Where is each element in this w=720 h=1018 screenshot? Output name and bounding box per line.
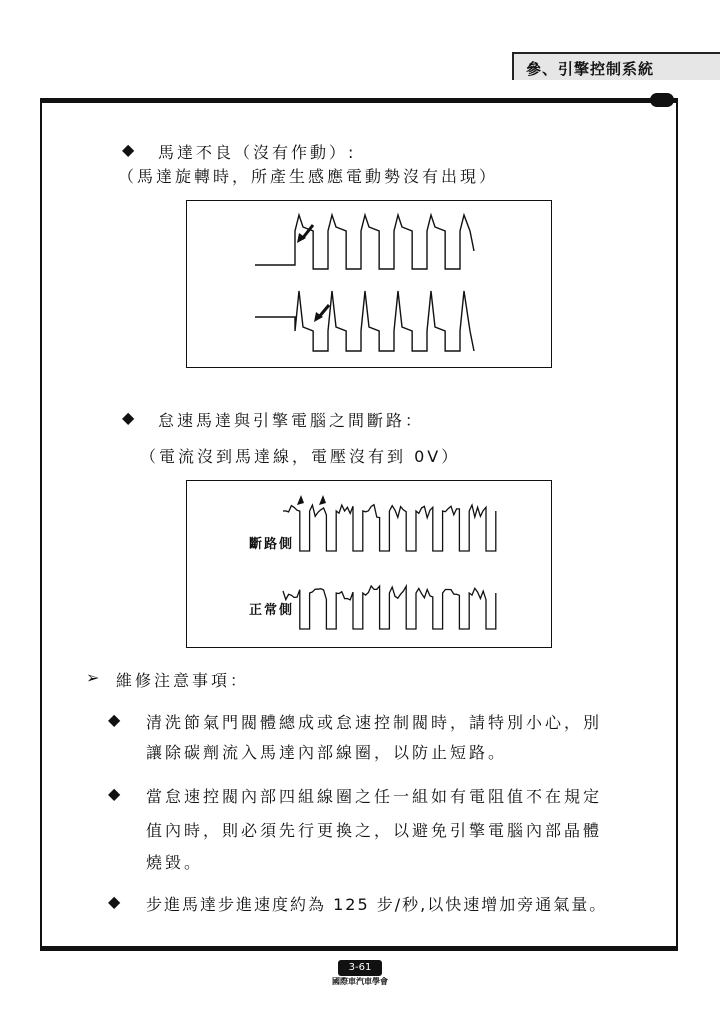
diamond-bullet-icon: ◆: [122, 408, 135, 427]
waveform-figure-2: [186, 480, 552, 648]
maintenance-item-3-line1: 步進馬達步進速度約為 125 步/秒,以快速增加旁通氣量。: [146, 895, 608, 914]
waveform-figure-1: [186, 200, 552, 368]
section2-title: 怠速馬達與引擎電腦之間斷路：: [158, 411, 425, 430]
section2-subtitle: （電流沒到馬達線，電壓沒有到 0V）: [140, 447, 461, 466]
arrowhead-bullet-icon: ➢: [86, 668, 100, 687]
waveform-open-trace: [283, 505, 496, 551]
diamond-bullet-icon: ◆: [122, 140, 135, 159]
bottom-rule: [40, 946, 678, 951]
label-normal-side: 正常側: [249, 603, 295, 618]
maintenance-item-2-line1: 當怠速控閥內部四組線圈之任一組如有電阻值不在規定: [146, 787, 603, 806]
waveform-svg-2: [187, 481, 551, 647]
section1-subtitle: （馬達旋轉時，所產生感應電動勢沒有出現）: [118, 167, 499, 186]
maintenance-item-1-line1: 清洗節氣門閥體總成或怠速控制閥時，請特別小心，別: [146, 713, 603, 732]
waveform-bottom-trace: [255, 291, 474, 351]
waveform-svg-1: [187, 201, 551, 367]
maintenance-item-2-line2: 值內時，則必須先行更換之，以避免引擎電腦內部晶體: [146, 821, 603, 840]
maintenance-title: 維修注意事項：: [116, 671, 250, 690]
arrow-marker-2: [314, 305, 329, 322]
waveform-normal-trace: [283, 586, 496, 629]
maintenance-item-2-line3: 燒毀。: [146, 853, 204, 872]
diamond-bullet-icon: ◆: [108, 784, 121, 803]
publisher-name: 國際車汽車學會: [332, 977, 388, 986]
diamond-bullet-icon: ◆: [108, 892, 121, 911]
maintenance-item-1-line2: 讓除碳劑流入馬達內部線圈，以防止短路。: [146, 743, 508, 762]
section1-title: 馬達不良（沒有作動）:: [158, 143, 357, 162]
diamond-bullet-icon: ◆: [108, 710, 121, 729]
small-arrow-markers: [297, 495, 326, 505]
label-open-side: 斷路側: [249, 537, 295, 552]
waveform-top-trace: [255, 215, 474, 269]
page-number: 3-61: [338, 960, 382, 976]
section-header: 參、引擎控制系統: [512, 52, 720, 80]
